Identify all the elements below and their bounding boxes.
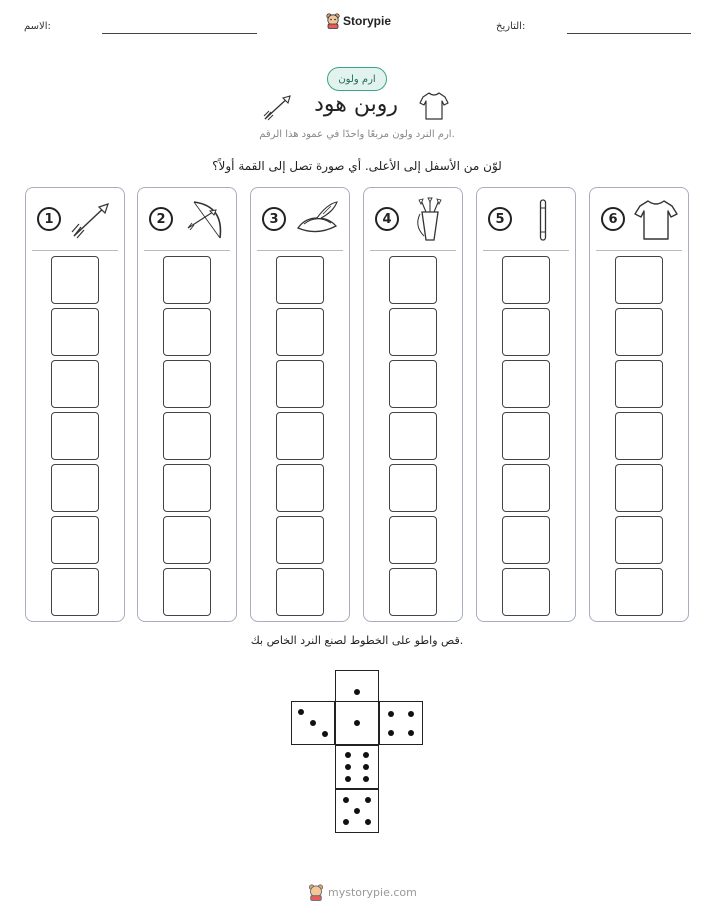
color-square[interactable] bbox=[502, 412, 550, 460]
dice-pip bbox=[388, 730, 394, 736]
color-square[interactable] bbox=[51, 256, 99, 304]
column-divider bbox=[370, 250, 456, 251]
color-square[interactable] bbox=[276, 308, 324, 356]
column-1 bbox=[25, 187, 125, 622]
color-square[interactable] bbox=[51, 360, 99, 408]
dice-pip bbox=[365, 819, 371, 825]
dice-pip bbox=[408, 730, 414, 736]
color-square[interactable] bbox=[276, 360, 324, 408]
dice-pip bbox=[363, 776, 369, 782]
bear-icon bbox=[308, 884, 324, 901]
column-number: 6 bbox=[601, 207, 625, 231]
staff-icon bbox=[519, 196, 567, 244]
column-4 bbox=[363, 187, 463, 622]
color-square[interactable] bbox=[389, 256, 437, 304]
dice-face-5 bbox=[335, 789, 379, 833]
color-square[interactable] bbox=[276, 568, 324, 616]
color-square[interactable] bbox=[502, 256, 550, 304]
color-square[interactable] bbox=[389, 568, 437, 616]
dice-pip bbox=[363, 752, 369, 758]
column-3 bbox=[250, 187, 350, 622]
brand-logo bbox=[326, 13, 391, 29]
footer bbox=[308, 884, 417, 901]
bow-icon bbox=[180, 196, 228, 244]
color-square[interactable] bbox=[51, 516, 99, 564]
dice-pip bbox=[354, 720, 360, 726]
dice-face-4 bbox=[379, 701, 423, 745]
color-square[interactable] bbox=[163, 308, 211, 356]
column-number: 4 bbox=[375, 207, 399, 231]
column-number: 5 bbox=[488, 207, 512, 231]
bear-icon bbox=[326, 13, 340, 29]
page-title: روبن هود bbox=[314, 92, 398, 117]
instructions-subtitle: ارم النرد ولون مربعًا واحدًا في عمود هذا الرقم. bbox=[259, 129, 455, 140]
dice-pip bbox=[345, 764, 351, 770]
color-square[interactable] bbox=[615, 412, 663, 460]
dice-pip bbox=[363, 764, 369, 770]
tunic-title-icon bbox=[418, 90, 450, 122]
color-square[interactable] bbox=[615, 568, 663, 616]
color-square[interactable] bbox=[389, 464, 437, 512]
color-square[interactable] bbox=[51, 464, 99, 512]
activity-badge: ارم ولون bbox=[327, 67, 387, 91]
dice-pip bbox=[345, 776, 351, 782]
color-square[interactable] bbox=[615, 308, 663, 356]
name-line[interactable] bbox=[102, 33, 257, 34]
column-divider bbox=[483, 250, 569, 251]
column-number: 3 bbox=[262, 207, 286, 231]
column-divider bbox=[144, 250, 230, 251]
quiver-icon bbox=[406, 196, 454, 244]
color-square[interactable] bbox=[389, 308, 437, 356]
dice-pip bbox=[354, 808, 360, 814]
date-label: التاريخ: bbox=[496, 21, 526, 32]
color-square[interactable] bbox=[276, 256, 324, 304]
color-square[interactable] bbox=[615, 464, 663, 512]
color-square[interactable] bbox=[502, 360, 550, 408]
color-square[interactable] bbox=[163, 412, 211, 460]
column-6 bbox=[589, 187, 689, 622]
dice-pip bbox=[408, 711, 414, 717]
dice-pip bbox=[343, 819, 349, 825]
column-2 bbox=[137, 187, 237, 622]
color-square[interactable] bbox=[276, 516, 324, 564]
color-square[interactable] bbox=[502, 568, 550, 616]
arrow-title-icon bbox=[262, 92, 296, 122]
color-square[interactable] bbox=[389, 412, 437, 460]
tunic-icon bbox=[632, 196, 680, 244]
color-square[interactable] bbox=[163, 568, 211, 616]
column-5 bbox=[476, 187, 576, 622]
column-divider bbox=[32, 250, 118, 251]
dice-pip bbox=[343, 797, 349, 803]
dice-pip bbox=[354, 689, 360, 695]
dice-pip bbox=[365, 797, 371, 803]
color-square[interactable] bbox=[276, 412, 324, 460]
color-square[interactable] bbox=[51, 308, 99, 356]
date-line[interactable] bbox=[567, 33, 691, 34]
feathered-hat-icon bbox=[293, 196, 341, 244]
color-square[interactable] bbox=[163, 516, 211, 564]
dice-pip bbox=[310, 720, 316, 726]
color-square[interactable] bbox=[615, 516, 663, 564]
color-square[interactable] bbox=[163, 360, 211, 408]
dice-pip bbox=[345, 752, 351, 758]
dice-face-3 bbox=[291, 701, 335, 745]
name-label: الاسم: bbox=[24, 21, 51, 32]
brand-name: Storypie bbox=[343, 14, 392, 28]
question-text: لوّن من الأسفل إلى الأعلى. أي صورة تصل إلى القمة أولاً؟ bbox=[212, 159, 502, 173]
color-square[interactable] bbox=[615, 360, 663, 408]
dice-pip bbox=[388, 711, 394, 717]
dice-face-6 bbox=[335, 745, 379, 789]
column-divider bbox=[257, 250, 343, 251]
dice-instruction: قص واطو على الخطوط لصنع النرد الخاص بك. bbox=[250, 634, 464, 647]
color-square[interactable] bbox=[502, 464, 550, 512]
column-divider bbox=[596, 250, 682, 251]
arrow-icon bbox=[68, 196, 116, 244]
color-square[interactable] bbox=[51, 412, 99, 460]
color-square[interactable] bbox=[276, 464, 324, 512]
column-number: 1 bbox=[37, 207, 61, 231]
color-square[interactable] bbox=[389, 360, 437, 408]
footer-url[interactable]: mystorypie.com bbox=[328, 886, 417, 899]
color-square[interactable] bbox=[615, 256, 663, 304]
color-square[interactable] bbox=[502, 516, 550, 564]
dice-face-1 bbox=[335, 701, 379, 745]
color-square[interactable] bbox=[51, 568, 99, 616]
color-square[interactable] bbox=[502, 308, 550, 356]
column-number: 2 bbox=[149, 207, 173, 231]
color-square[interactable] bbox=[163, 256, 211, 304]
color-square[interactable] bbox=[163, 464, 211, 512]
dice-pip bbox=[298, 709, 304, 715]
dice-pip bbox=[322, 731, 328, 737]
color-square[interactable] bbox=[389, 516, 437, 564]
